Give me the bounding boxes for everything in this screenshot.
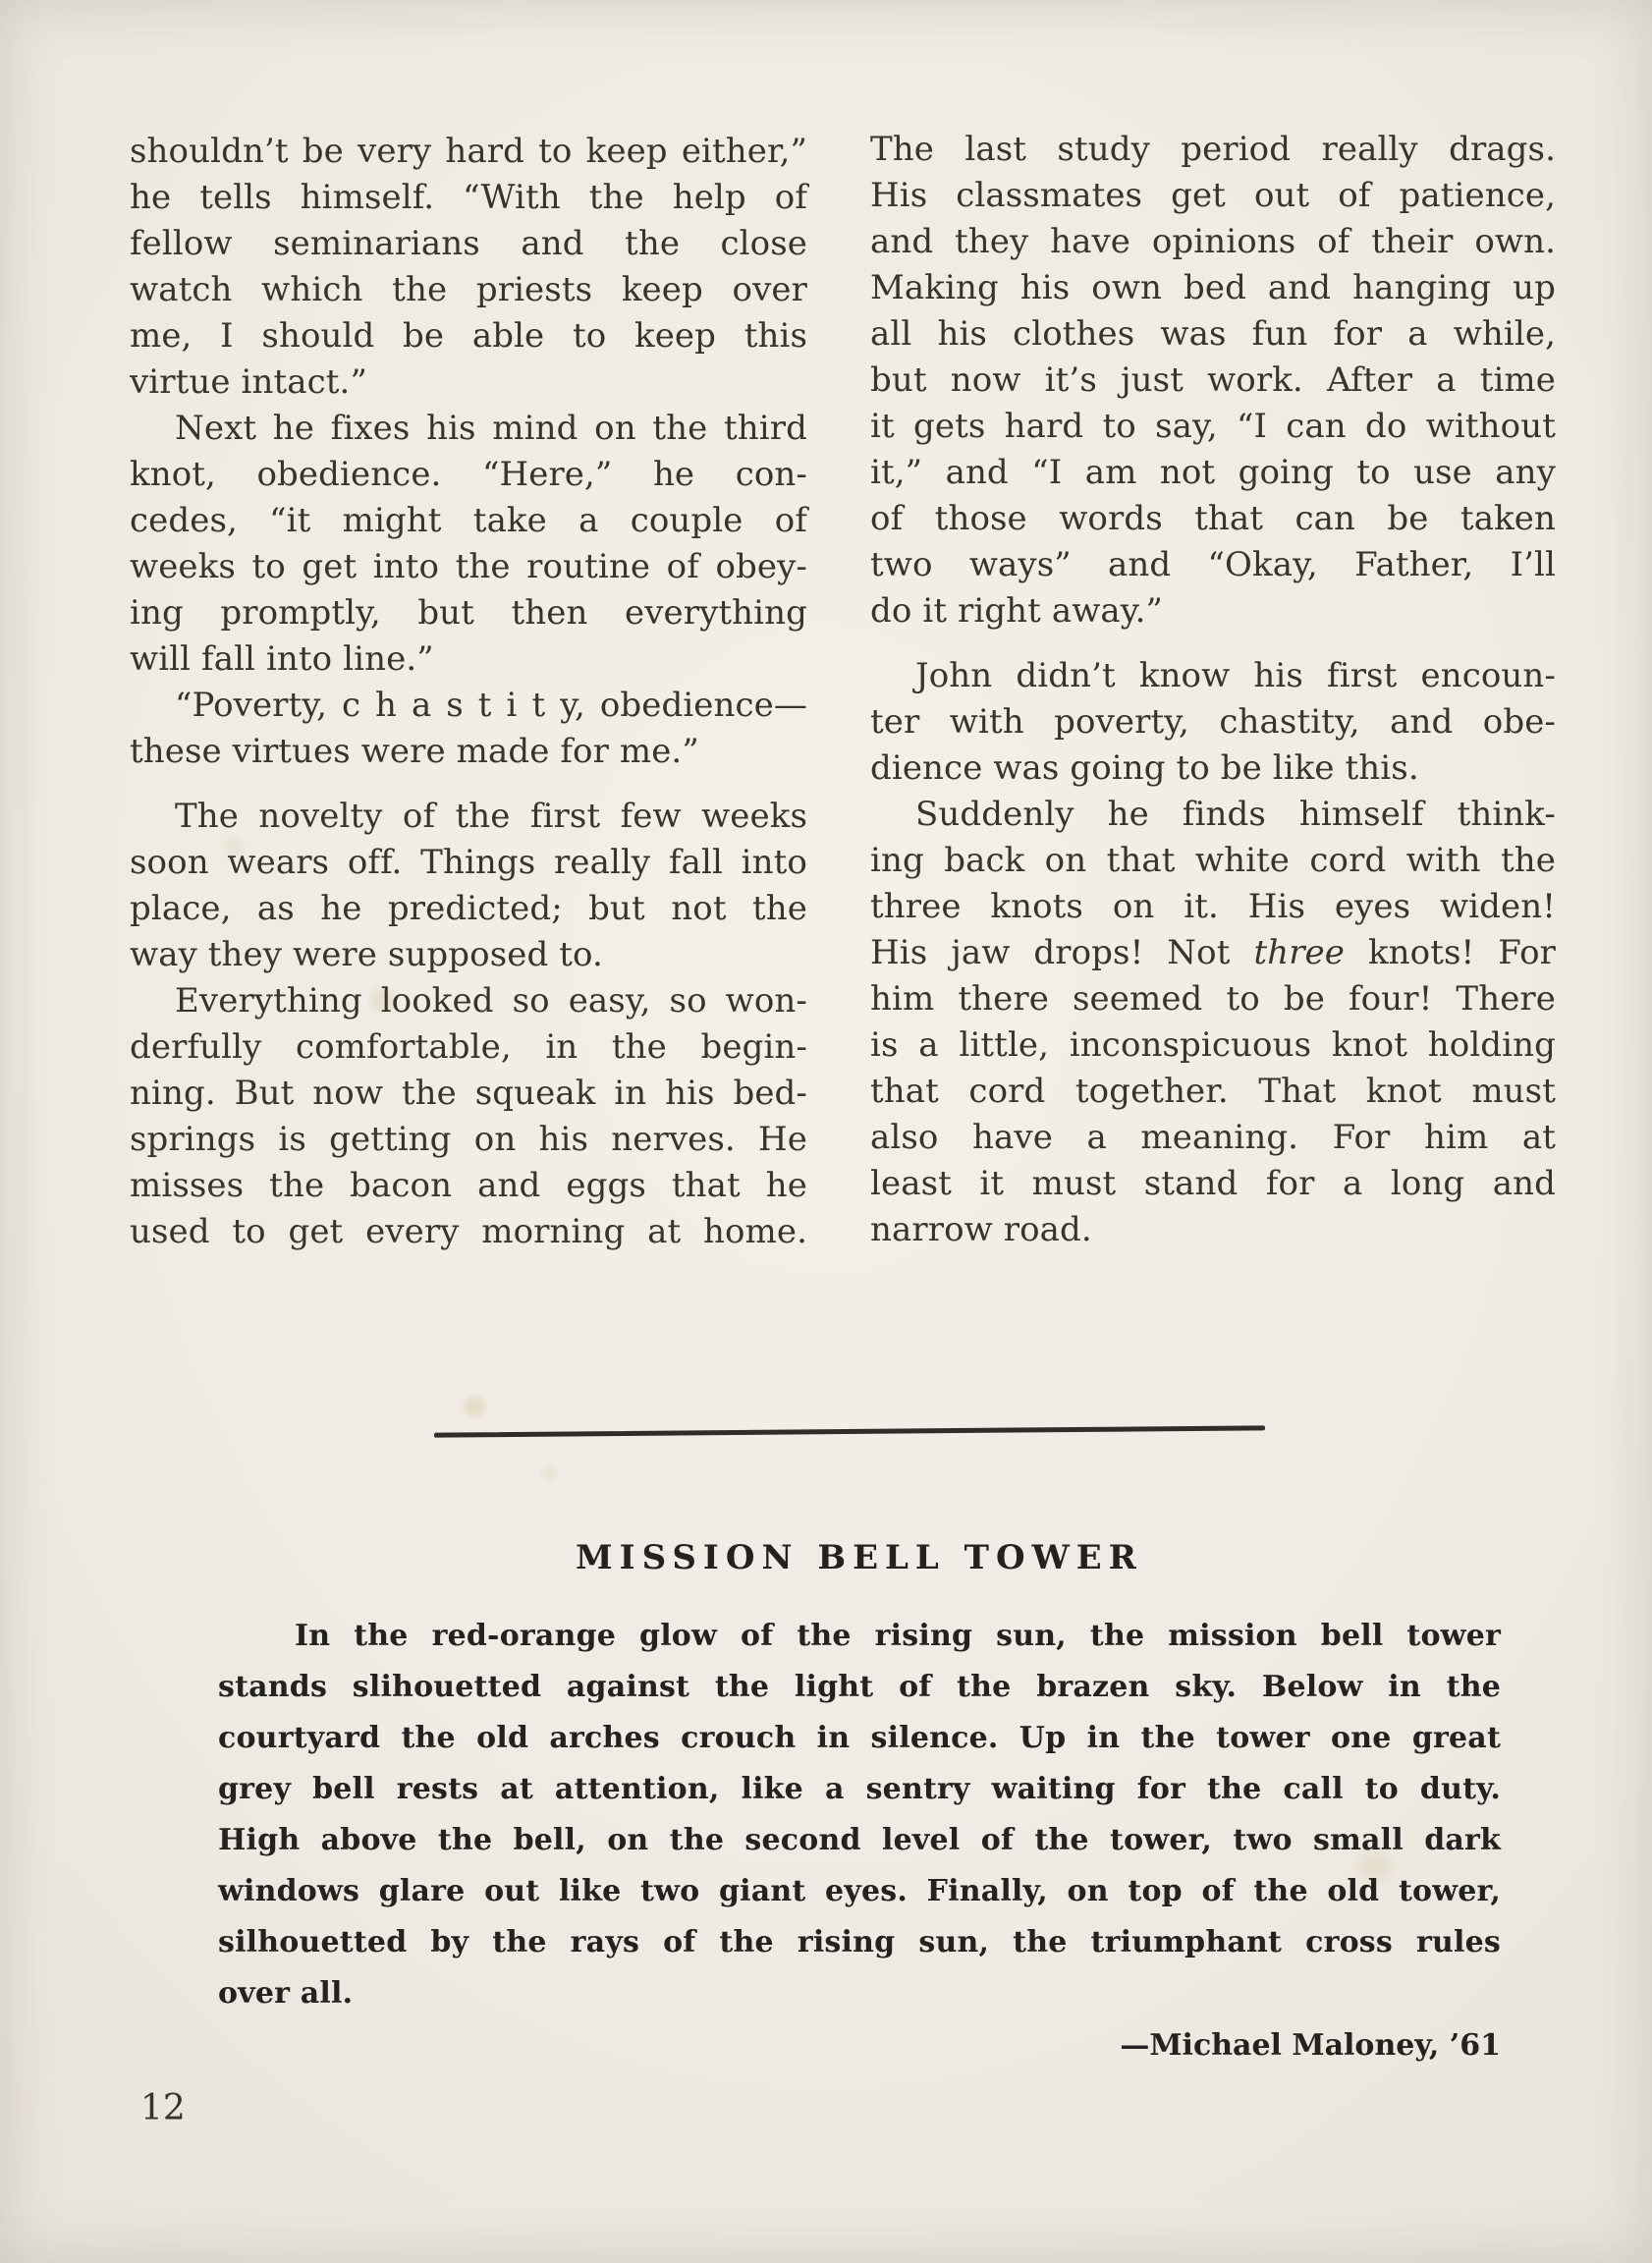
section-divider-rule <box>434 1425 1265 1437</box>
text-line: Suddenly he finds himself think- <box>915 795 1556 834</box>
text-line: misses the bacon and eggs that he <box>130 1166 807 1205</box>
text-line: he tells himself. “With the help of <box>130 178 807 217</box>
text-line: all his clothes was fun for a while, <box>870 314 1556 354</box>
text-line: ing promptly, but then everything <box>130 593 807 633</box>
page-number: 12 <box>140 2088 186 2128</box>
text-line: windows glare out like two giant eyes. Finally, on top of the old tower, <box>218 1874 1501 1908</box>
text-line: is a little, inconspicuous knot holding <box>870 1025 1556 1065</box>
text-line: stands slihouetted against the light of the brazen sky. Below in the <box>218 1670 1501 1704</box>
text-line: derfully comfortable, in the begin- <box>130 1027 807 1067</box>
text-line: shouldn’t be very hard to keep either,” <box>130 132 807 171</box>
essay-byline: —Michael Maloney, ’61 <box>1120 2028 1501 2063</box>
text-line: springs is getting on his nerves. He <box>130 1120 807 1159</box>
text-line: it,” and “I am not going to use any <box>870 453 1556 492</box>
text-line: John didn’t know his first encoun- <box>915 656 1556 695</box>
text-line: dience was going to be like this. <box>870 748 1419 788</box>
text-line: least it must stand for a long and <box>870 1164 1556 1203</box>
text-line: and they have opinions of their own. <box>870 222 1556 261</box>
text-line: In the red-orange glow of the rising sun, the mission bell tower <box>295 1619 1501 1653</box>
text-line: “Poverty, c h a s t i t y, obedience— <box>175 686 807 725</box>
text-line: also have a meaning. For him at <box>870 1118 1556 1157</box>
text-line: me, I should be able to keep this <box>130 316 807 356</box>
text-line: two ways” and “Okay, Father, I’ll <box>870 545 1556 584</box>
text-line: ning. But now the squeak in his bed- <box>130 1074 807 1113</box>
text-line: silhouetted by the rays of the rising sun, the triumphant cross rules <box>218 1925 1501 1959</box>
text-line: watch which the priests keep over <box>130 270 807 309</box>
text-line: but now it’s just work. After a time <box>870 360 1556 400</box>
text-line: way they were supposed to. <box>130 935 603 974</box>
text-line: High above the bell, on the second level of the tower, two small dark <box>218 1823 1501 1857</box>
text-line: ter with poverty, chastity, and obe- <box>870 702 1556 742</box>
text-line: ing back on that white cord with the <box>870 841 1556 880</box>
text-line: virtue intact.” <box>130 362 367 402</box>
article-right-column <box>870 127 1556 1253</box>
text-line: that cord together. That knot must <box>870 1072 1556 1111</box>
text-line: will fall into line.” <box>130 639 434 679</box>
text-line: place, as he predicted; but not the <box>130 889 807 928</box>
text-line: do it right away.” <box>870 591 1163 631</box>
text-line: of those words that can be taken <box>870 499 1556 538</box>
text-line: The novelty of the first few weeks <box>175 797 807 836</box>
text-line: it gets hard to say, “I can do without <box>870 407 1556 446</box>
text-line: soon wears off. Things really fall into <box>130 843 807 882</box>
text-line: used to get every morning at home. <box>130 1212 807 1251</box>
text-line: over all. <box>218 1976 354 2011</box>
text-line: cedes, “it might take a couple of <box>130 501 807 540</box>
text-line: these virtues were made for me.” <box>130 732 699 771</box>
essay-title: MISSION BELL TOWER <box>576 1538 1143 1577</box>
text-line: him there seemed to be four! There <box>870 979 1556 1019</box>
text-line: The last study period really drags. <box>870 130 1556 169</box>
essay-body <box>218 1611 1501 2019</box>
text-line: His jaw drops! Not three knots! For <box>870 933 1556 972</box>
text-line: Everything looked so easy, so won- <box>175 981 807 1021</box>
text-line: Next he fixes his mind on the third <box>175 409 807 448</box>
text-line: weeks to get into the routine of obey- <box>130 547 807 586</box>
article-left-column <box>130 129 807 1255</box>
text-line: knot, obedience. “Here,” he con- <box>130 455 807 494</box>
text-line: grey bell rests at attention, like a sentry waiting for the call to duty. <box>218 1772 1501 1806</box>
text-line: courtyard the old arches crouch in silence. Up in the tower one great <box>218 1721 1501 1755</box>
text-line: narrow road. <box>870 1210 1092 1249</box>
text-line: His classmates get out of patience, <box>870 176 1556 215</box>
text-line: Making his own bed and hanging up <box>870 268 1556 307</box>
text-line: three knots on it. His eyes widen! <box>870 887 1556 926</box>
text-line: fellow seminarians and the close <box>130 224 807 263</box>
